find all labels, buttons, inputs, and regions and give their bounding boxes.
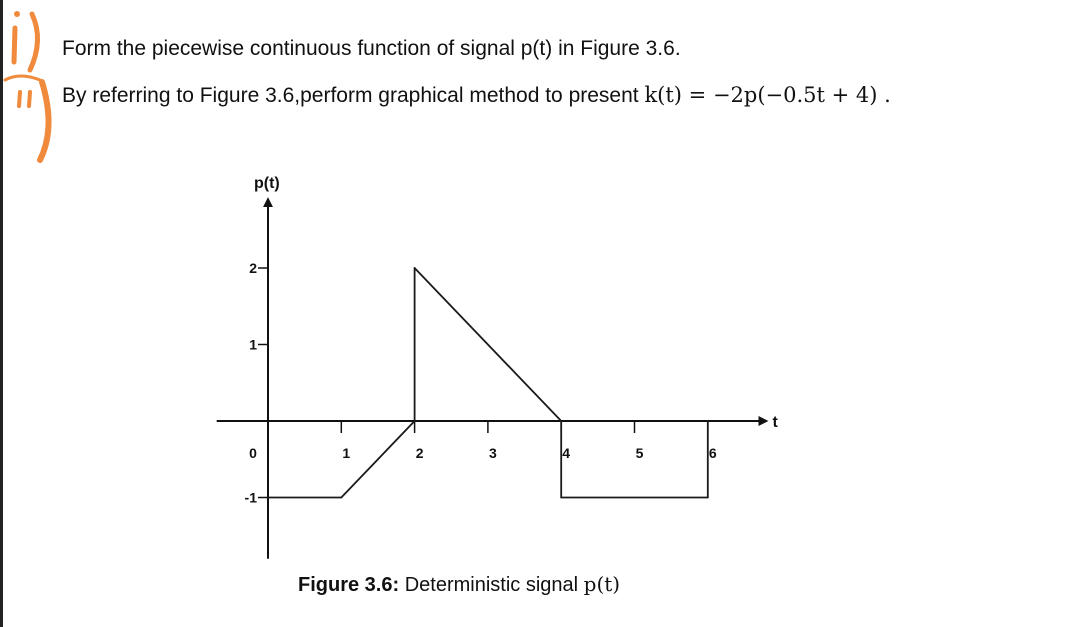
- caption-text: Deterministic signal: [399, 574, 584, 596]
- x-tick-label-5: 5: [635, 445, 644, 461]
- x-tick-label-1: 1: [342, 445, 351, 461]
- figure-label: Figure 3.6:: [298, 574, 400, 596]
- y-tick-label--1: -1: [244, 489, 257, 506]
- x-tick-label-3: 3: [489, 445, 497, 461]
- signal-segment-2: [341, 421, 414, 498]
- x-tick-label-0: 0: [249, 445, 257, 461]
- signal-segment-4: [415, 268, 562, 421]
- formula-k-t: k(t) = −2p(−0.5t + 4) .: [644, 83, 891, 107]
- x-tick-label-2: 2: [415, 445, 424, 461]
- question-line-2-text: By referring to Figure 3.6,perform graphical method to present: [62, 84, 645, 107]
- caption-signal: p(t): [583, 572, 621, 596]
- question-line-1: Form the piecewise continuous function of signal p(t) in Figure 3.6.: [62, 37, 681, 60]
- y-tick-label-2: 2: [249, 260, 257, 276]
- y-axis-title: p(t): [254, 175, 280, 192]
- y-tick-label-1: 1: [249, 336, 257, 353]
- x-axis-title: t: [772, 414, 778, 431]
- figure-caption: [298, 572, 620, 597]
- x-tick-label-6: 6: [708, 445, 717, 461]
- x-tick-label-4: 4: [562, 445, 571, 461]
